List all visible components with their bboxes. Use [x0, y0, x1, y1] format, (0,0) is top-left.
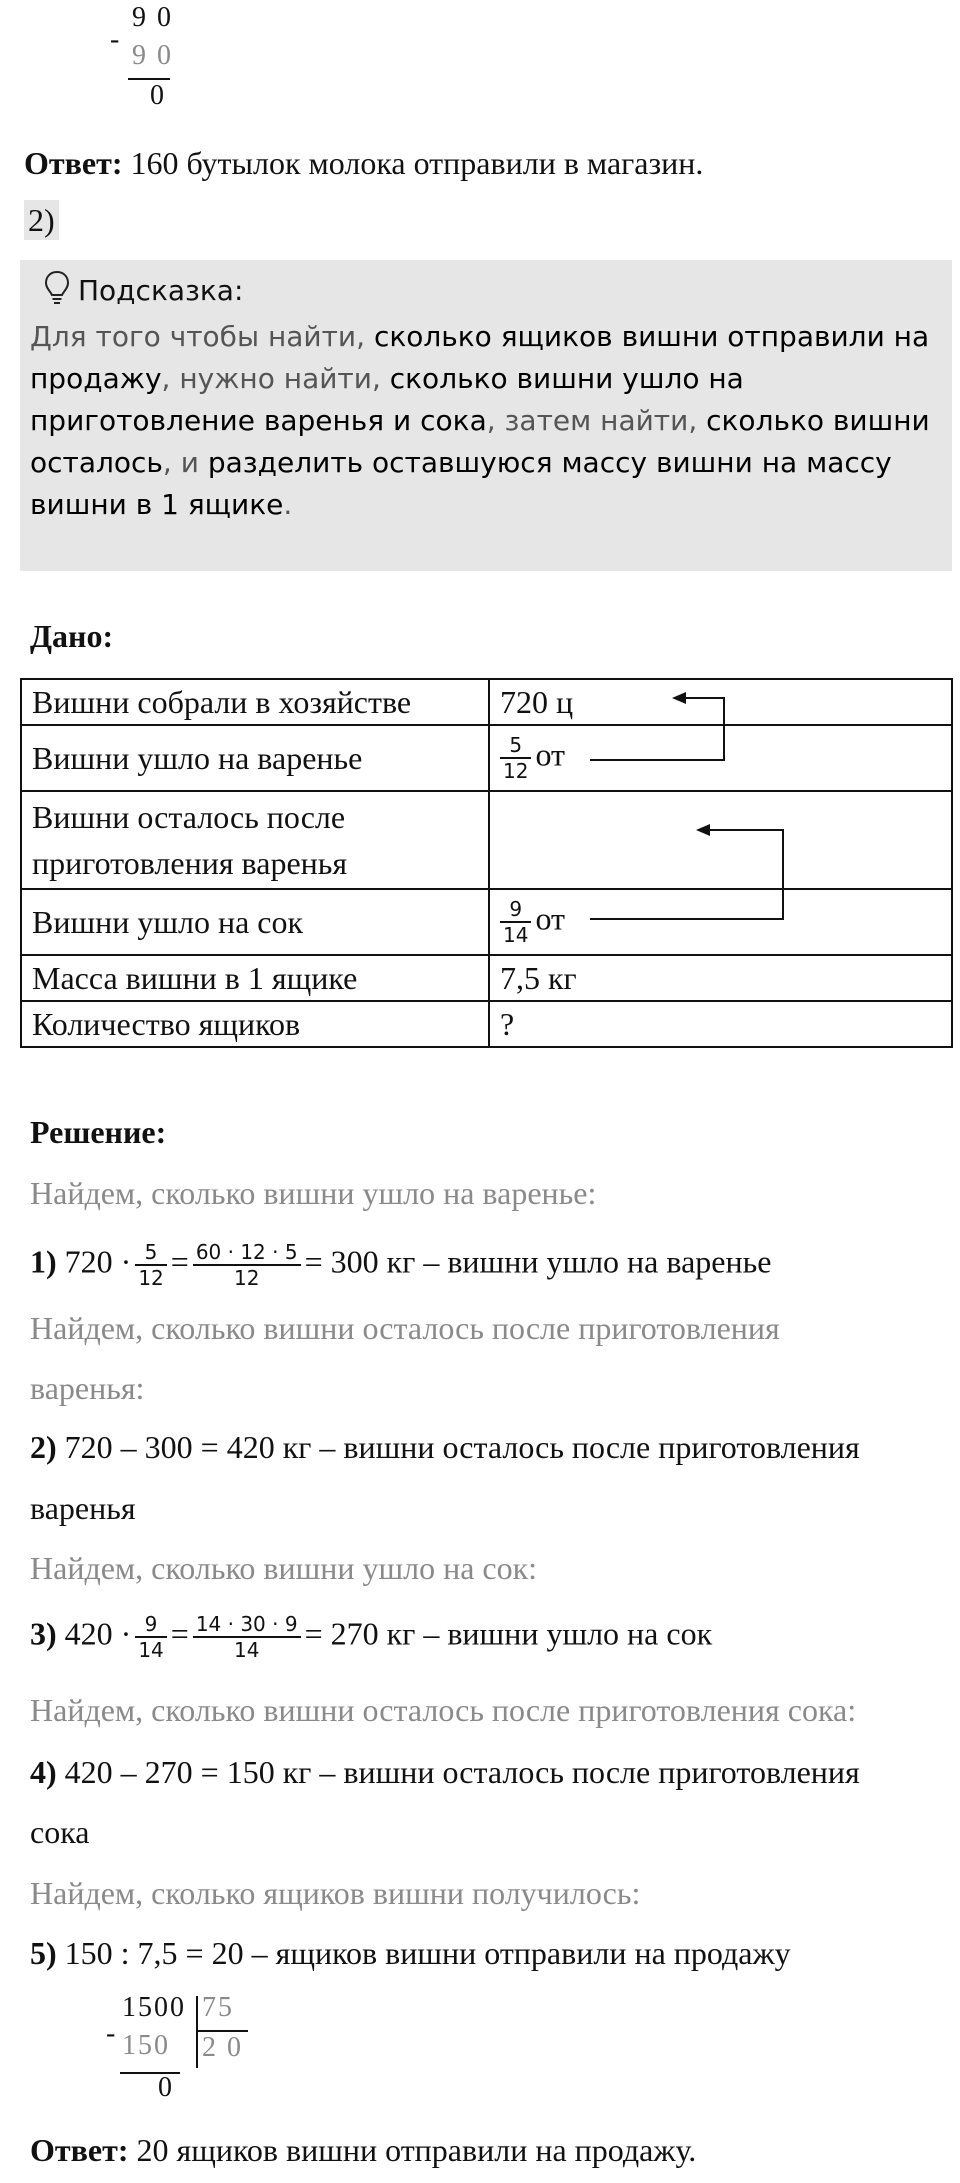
step-number: 2)	[30, 1429, 57, 1465]
solution-step-2-cont: варенья	[30, 1490, 136, 1526]
hint-part-bold: сколько ящиков вишни отправили на продажу	[30, 320, 930, 395]
given-label-text: Дано:	[30, 618, 114, 654]
hint-part: .	[283, 488, 293, 521]
solution-step-2	[30, 1427, 860, 1467]
fraction-numerator: 14 · 30 · 9	[193, 1612, 301, 1638]
step-text: = 300 кг – вишни ушло на варенье	[304, 1243, 772, 1280]
hint-part: Для того чтобы найти,	[30, 320, 374, 353]
equals-sign: =	[170, 1615, 189, 1652]
hint-title-text: Подсказка:	[78, 274, 244, 307]
fraction-numerator: 9	[500, 897, 531, 923]
of-word: от	[535, 736, 566, 773]
fraction-denominator: 14	[138, 1638, 164, 1662]
division-dividend: 1500	[122, 1992, 186, 2023]
fraction	[135, 1612, 166, 1662]
fraction-denominator: 12	[138, 1266, 164, 1290]
table-cell: Вишни ушло на сок	[21, 889, 489, 955]
division-dividend: 9 0	[132, 2, 173, 33]
fraction	[193, 1612, 301, 1662]
step-number: 3)	[30, 1615, 57, 1652]
arrow-1	[590, 698, 724, 760]
table-cell: Вишни ушло на варенье	[21, 725, 489, 791]
table-cell: Вишни осталось после приготовления варенья	[21, 791, 489, 889]
arrow-2	[590, 830, 783, 919]
division-remainder: 0	[150, 80, 164, 111]
solution-step-3	[30, 1612, 712, 1662]
hint-part-bold: разделить оставшуюся массу вишни на массу вишни в 1 ящике	[30, 446, 892, 521]
answer-label: Ответ:	[24, 145, 123, 181]
step-text: 420 – 270 = 150 кг – вишни осталось после приготовления	[64, 1754, 860, 1790]
table-cell: 720 ц	[489, 679, 952, 725]
fraction	[193, 1240, 301, 1290]
fraction	[135, 1240, 166, 1290]
answer-text: 20 ящиков вишни отправили на продажу.	[136, 2132, 697, 2168]
hint-part: , затем найти,	[486, 404, 707, 437]
answer-text: 160 бутылок молока отправили в магазин.	[130, 145, 704, 181]
step-text: 720 ·	[64, 1243, 132, 1280]
hint-part: , нужно найти,	[161, 362, 390, 395]
hint-line-5: Найдем, сколько ящиков вишни получилось:	[30, 1875, 641, 1911]
reference-arrows	[0, 0, 960, 1000]
hint-line-2-cont: варенья:	[30, 1370, 145, 1406]
minus-sign: -	[106, 2018, 116, 2049]
solution-step-4-cont: сока	[30, 1814, 90, 1850]
minus-sign: -	[110, 24, 120, 55]
solution-step-5	[30, 1933, 791, 1973]
fraction-denominator: 12	[503, 759, 529, 783]
hint-part-bold: сколько вишни ушло на приготовление варенья и сока	[30, 362, 744, 437]
division-remainder: 0	[158, 2072, 172, 2103]
table-cell: Масса вишни в 1 ящике	[21, 955, 489, 1001]
table-cell: Количество ящиков	[21, 1001, 489, 1047]
hint-line-2: Найдем, сколько вишни осталось после приготовления	[30, 1310, 780, 1346]
fraction-numerator: 9	[135, 1612, 166, 1638]
solution-step-4	[30, 1752, 860, 1792]
division-quotient: 2 0	[202, 2032, 243, 2063]
hint-line-4: Найдем, сколько вишни осталось после приготовления сока:	[30, 1692, 857, 1728]
step-text: 150 : 7,5 = 20 – ящиков вишни отправили на продажу	[64, 1935, 791, 1971]
fraction-denominator: 12	[233, 1266, 260, 1290]
solution-step-1	[30, 1240, 771, 1290]
fraction-numerator: 5	[500, 733, 531, 759]
division-subtrahend: 150	[122, 2030, 170, 2061]
hint-part: , и	[162, 446, 208, 479]
of-word: от	[535, 900, 566, 937]
table-cell: Вишни собрали в хозяйстве	[21, 679, 489, 725]
division-vertical-rule	[196, 1996, 198, 2068]
division-subtrahend: 9 0	[132, 40, 173, 71]
table-cell: ?	[489, 1001, 952, 1047]
arrowhead	[672, 692, 686, 704]
hint-part-bold: сколько вишни осталось	[30, 404, 930, 479]
hint-line-3: Найдем, сколько вишни ушло на сок:	[30, 1550, 538, 1586]
table-cell: 7,5 кг	[489, 955, 952, 1001]
solution-label	[30, 1112, 166, 1152]
step-text: 720 – 300 = 420 кг – вишни осталось после приготовления	[64, 1429, 860, 1465]
item-number: 2)	[24, 200, 59, 240]
equals-sign: =	[170, 1243, 189, 1280]
solution-label-text: Решение:	[30, 1114, 167, 1150]
step-number: 1)	[30, 1243, 57, 1280]
fraction-numerator: 60 · 12 · 5	[193, 1240, 301, 1266]
answer-label: Ответ:	[30, 2132, 129, 2168]
bottom-division	[106, 1992, 266, 2112]
answer-2	[30, 2130, 696, 2170]
arrowhead	[696, 824, 710, 836]
division-divisor: 75	[202, 1992, 234, 2023]
step-number: 4)	[30, 1754, 57, 1790]
step-number: 5)	[30, 1935, 57, 1971]
fraction-denominator: 14	[503, 923, 529, 947]
table-row	[21, 1001, 952, 1047]
fraction-numerator: 5	[135, 1240, 166, 1266]
fraction-denominator: 14	[233, 1638, 260, 1662]
step-text: = 270 кг – вишни ушло на сок	[304, 1615, 713, 1652]
step-text: 420 ·	[64, 1615, 132, 1652]
hint-line-1: Найдем, сколько вишни ушло на варенье:	[30, 1175, 597, 1211]
